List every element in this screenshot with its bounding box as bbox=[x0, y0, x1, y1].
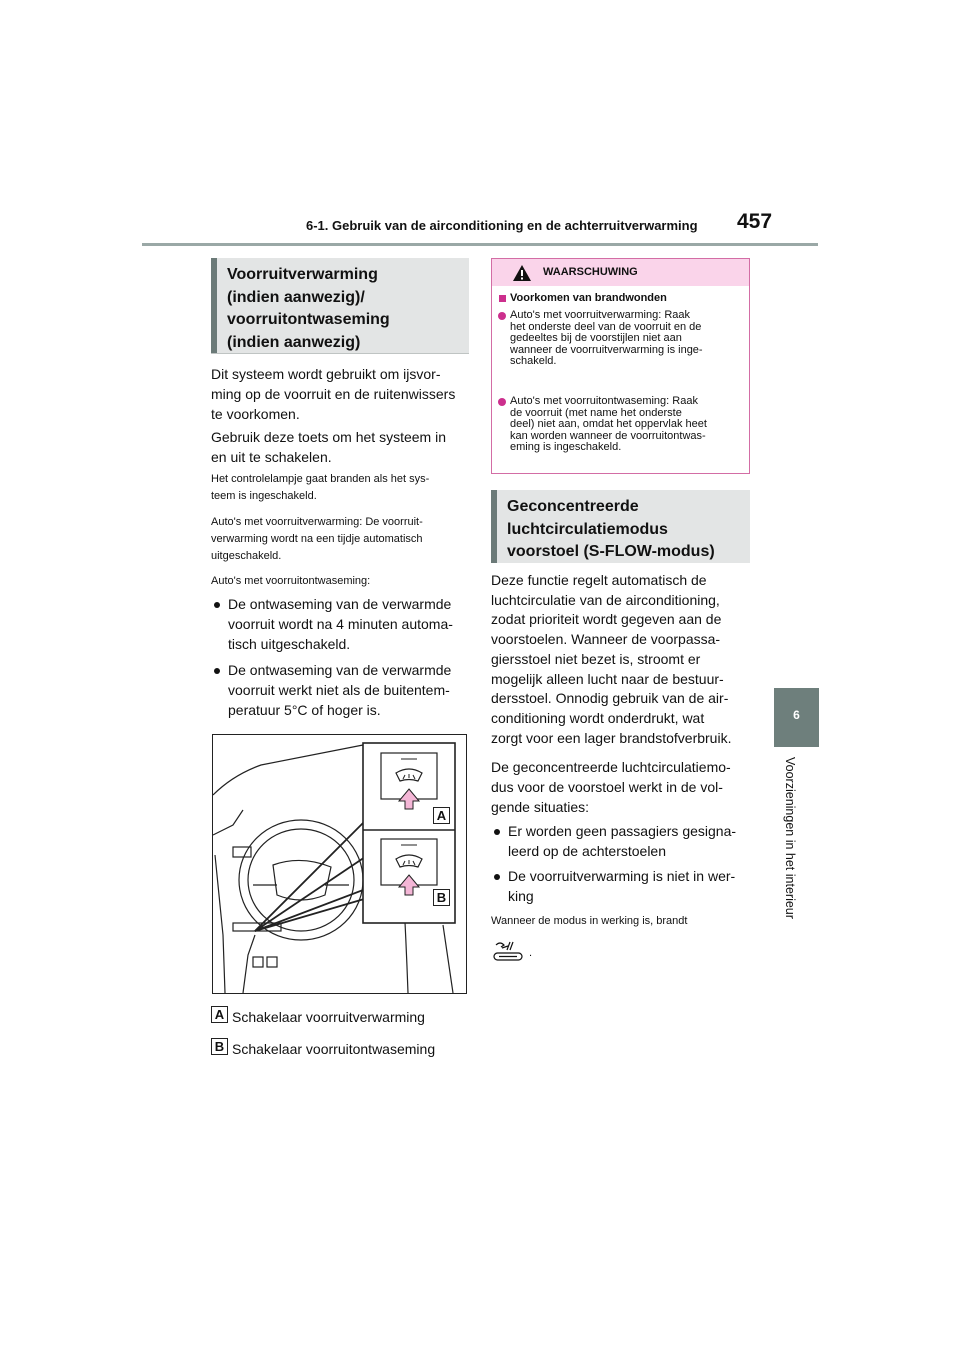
heading-line: Geconcentreerde bbox=[507, 498, 639, 515]
bullet-item bbox=[508, 821, 736, 861]
text-line: conditioning wordt onderdrukt, wat bbox=[491, 709, 705, 726]
chapter-number: 6 bbox=[793, 708, 800, 722]
text-line: Er worden geen passagiers gesigna- bbox=[508, 823, 737, 839]
text-line: leerd op de achterstoelen bbox=[508, 843, 666, 859]
heading-line: Voorruitverwarming bbox=[227, 266, 378, 283]
dashboard-drawing bbox=[213, 735, 468, 995]
text-line: De voorruitverwarming is niet in wer- bbox=[508, 868, 736, 884]
text-line: Deze functie regelt automatisch de bbox=[491, 572, 707, 588]
text-line: giersstoel niet bezet is, stroomt er bbox=[491, 650, 701, 667]
text-line: ming op de voorruit en de ruitenwissers bbox=[211, 386, 456, 402]
text-line: De geconcentreerde luchtcirculatiemo- bbox=[491, 759, 731, 775]
text-line: schakeld. bbox=[510, 355, 557, 367]
text-line: het onderste deel van de voorruit en de bbox=[510, 320, 702, 333]
text-line: voorstoelen. Wanneer de voorpassa- bbox=[491, 631, 721, 648]
text-line: teem is ingeschakeld. bbox=[211, 490, 317, 502]
bullet-item bbox=[228, 660, 451, 720]
note-indicator bbox=[211, 471, 429, 505]
s-flow-indicator-note: Wanneer de modus in werking is, brandt bbox=[491, 915, 688, 927]
warning-item bbox=[510, 310, 703, 368]
warning-box bbox=[491, 258, 750, 474]
text-line: deel) niet aan, omdat het oppervlak heet bbox=[510, 418, 707, 430]
legend-text-a: Schakelaar voorruitverwarming bbox=[232, 1009, 425, 1025]
text-line: Auto's met voorruitontwaseming: Raak bbox=[510, 395, 698, 407]
text-line: Dit systeem wordt gebruikt om ijsvor- bbox=[211, 366, 441, 382]
heading-underline bbox=[211, 353, 469, 354]
bullet-icon bbox=[214, 602, 220, 608]
chapter-title-vertical bbox=[783, 757, 807, 947]
label-b: B bbox=[433, 889, 450, 906]
s-flow-paragraph bbox=[491, 571, 731, 748]
text-line: dus voor de voorstoel werkt in de vol- bbox=[491, 779, 723, 795]
bullet-item bbox=[228, 594, 453, 654]
bullet-item bbox=[508, 866, 735, 906]
square-bullet-icon bbox=[499, 295, 506, 302]
heading-line: (indien aanwezig)/ bbox=[227, 288, 365, 306]
text-line: De ontwaseming van de verwarmde bbox=[228, 662, 452, 678]
s-flow-indicator-icon bbox=[492, 938, 528, 964]
heading-line: luchtcirculatiemodus bbox=[507, 520, 668, 538]
text-line: mogelijk alleen lucht naar de bestuur- bbox=[491, 670, 724, 687]
text-line: zorgt voor een lager brandstofverbruik. bbox=[491, 729, 732, 746]
text-line: uitgeschakeld. bbox=[211, 550, 282, 562]
text-line: gedeeltes bij de voorstijlen niet aan bbox=[510, 332, 682, 344]
round-bullet-icon bbox=[498, 312, 506, 320]
bullet-icon bbox=[494, 829, 500, 835]
bullet-icon bbox=[214, 668, 220, 674]
dashboard-illustration bbox=[212, 734, 467, 994]
text-line: De ontwaseming van de verwarmde bbox=[228, 596, 452, 612]
intro-paragraph bbox=[211, 364, 455, 424]
round-bullet-icon bbox=[498, 398, 506, 406]
text-line: zodat prioriteit wordt gegeven aan de bbox=[491, 611, 722, 628]
text-line: peratuur 5°C of hoger is. bbox=[228, 702, 381, 718]
heading-line: (indien aanwezig) bbox=[227, 333, 361, 351]
heading-line: voorruitontwaseming bbox=[227, 311, 390, 328]
text-line: Auto's met voorruitverwarming: Raak bbox=[510, 309, 690, 321]
text-line: verwarming wordt na een tijdje automatisch bbox=[211, 533, 423, 545]
warning-title: WAARSCHUWING bbox=[543, 266, 638, 278]
text-line: Het controlelampje gaat branden als het sys- bbox=[211, 473, 430, 485]
warning-triangle-icon bbox=[512, 264, 532, 282]
page-number: 457 bbox=[737, 210, 773, 233]
text-line: eming is ingeschakeld. bbox=[510, 441, 622, 453]
text-line: te voorkomen. bbox=[211, 406, 300, 422]
warning-subheading: Voorkomen van brandwonden bbox=[510, 292, 667, 304]
label-a: A bbox=[433, 807, 450, 824]
text-line: gende situaties: bbox=[491, 799, 590, 815]
text-line: voorruit wordt na 4 minuten automa- bbox=[228, 616, 453, 632]
usage-paragraph bbox=[211, 427, 446, 467]
note-defogger-heading: Auto's met voorruitontwaseming: bbox=[211, 575, 371, 587]
text-line: de voorruit (met name het onderste bbox=[510, 406, 682, 419]
legend-key-a: A bbox=[211, 1006, 228, 1023]
text-line: dersstoel. Onnodig gebruik van de air- bbox=[491, 690, 729, 707]
text-line: kan worden wanneer de voorruitontwas- bbox=[510, 429, 706, 442]
text-line: voorruit werkt niet als de buitentem- bbox=[228, 682, 450, 698]
heading-line: voorstoel (S-FLOW-modus) bbox=[507, 543, 715, 560]
warning-item bbox=[510, 396, 707, 454]
text-line: Auto's met voorruitverwarming: De voorruit- bbox=[211, 516, 423, 528]
s-flow-conditions-paragraph bbox=[491, 757, 731, 817]
text-line: luchtcirculatie van de airconditioning, bbox=[491, 591, 720, 608]
running-header: 6-1. Gebruik van de airconditioning en de achterruitverwarming bbox=[306, 218, 698, 233]
text-line: wanneer de voorruitverwarming is inge- bbox=[510, 343, 703, 356]
text-line: Gebruik deze toets om het systeem in bbox=[211, 429, 446, 445]
text-line: tisch uitgeschakeld. bbox=[228, 636, 351, 652]
legend-key-b: B bbox=[211, 1038, 228, 1055]
chapter-title: Voorzieningen in het interieur bbox=[783, 757, 797, 919]
section-heading-windshield bbox=[211, 258, 469, 354]
section-heading-s-flow bbox=[491, 490, 750, 563]
note-auto-off bbox=[211, 514, 423, 565]
bullet-icon bbox=[494, 874, 500, 880]
header-divider bbox=[142, 243, 818, 246]
legend-text-b: Schakelaar voorruitontwaseming bbox=[232, 1041, 436, 1057]
text-line: king bbox=[508, 888, 534, 904]
period: . bbox=[529, 947, 533, 959]
text-line: en uit te schakelen. bbox=[211, 449, 332, 465]
